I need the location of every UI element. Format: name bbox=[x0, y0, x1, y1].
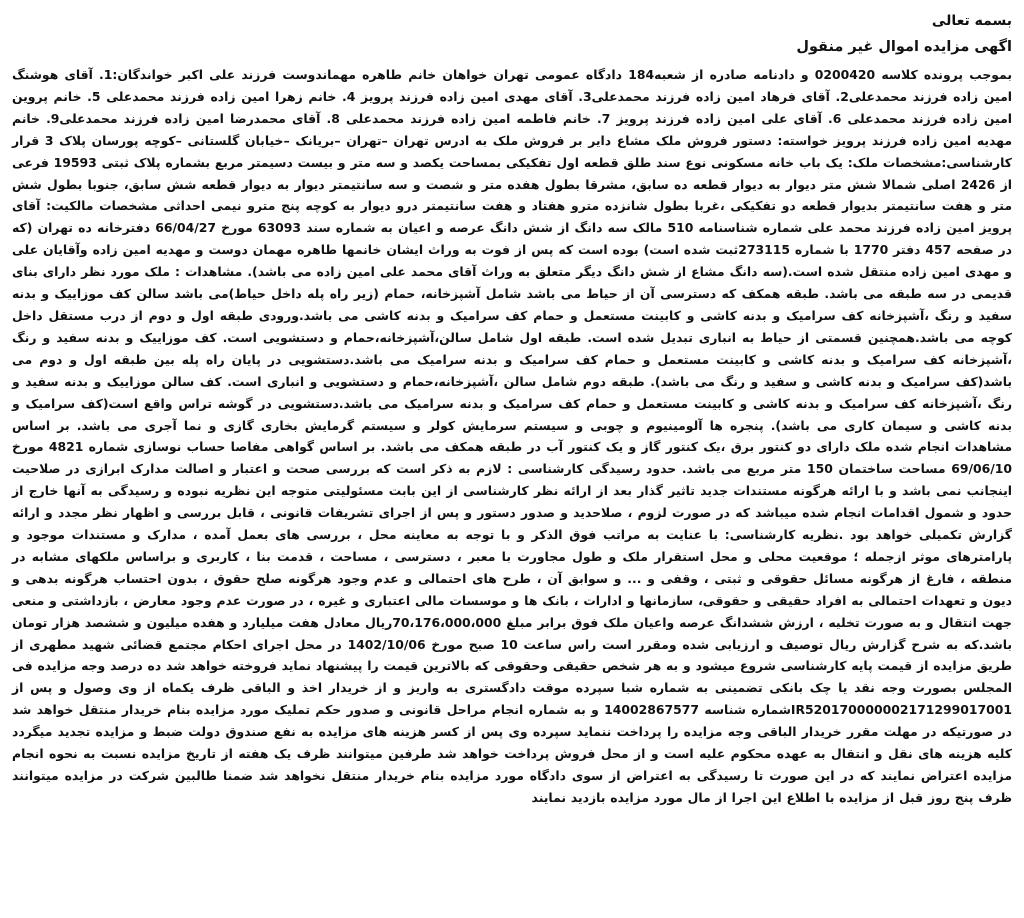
notice-body: بموجب پرونده کلاسه 0200420 و دادنامه صادره از شعبه184 دادگاه عمومی تهران خواهان خانم طاهره مهماندوست فرزند علی اکبر خواندگان:1. آقای هوشنگ امین زاده فرزند محمدعلی2. آقای فرهاد امین زاده فرزند محمدعلی3. آقای مهدی امین زاده فرزند پرویز 4. خانم زهرا امین زاده فرزند محمدعلی 5. خانم پروین امین زاده فرزند محمدعلی 6. آقای علی امین زاده فرزند پرویز 7. خانم فاطمه امین زاده فرزند محمدعلی 8. آقای محمدرضا امین زاده فرزند محمدعلی9. خانم مهدیه امین زاده فرزند پرویز خواسته: دستور فروش ملک مشاع دایر بر فروش ملک به ادرس تهران –تهران –بریانک –خیابان گلستانی –کوچه پورسان پلاک 3 قرار کارشناسی:مشخصات ملک: یک باب خانه مسکونی نوع سند طلق قطعه اول تفکیکی بمساحت یکصد و سه متر و بیست دسیمتر مربع بشماره پلاک ثبتی 19593 فرعی از 2426 اصلی شمالا شش متر دیوار به دیوار قطعه ده سابق، مشرقا بطول هفده متر و شصت و سه سانتیمتر دیوار به دیوار قطعه شش سابق، جنوبا بطول شش متر و هفت سانتیمتر بدیوار قطعه دو تفکیکی ،غربا بطول شانزده مترو هفتاد و هفت سانتیمتر درو دیوار به کوچه پنج مترو نیمی احداثی مشخصات مالکیت: آقای پرویز امین زاده فرزند محمد علی شماره شناسنامه 510 مالک سه دانگ از شش دانگ عرصه و اعیان به شماره سند 63093 مورخ 66/04/27 دفترخانه ده تهران (که در صفحه 457 دفتر 1770 با شماره 273115ثبت شده است) بوده است که پس از فوت به وراث ایشان خانمها طاهره مهمان دوست و مهدیه امین زاده وآقایان علی و مهدی امین زاده منتقل شده است.(سه دانگ مشاع از شش دانگ دیگر متعلق به وراث آقای محمد علی امین زاده می باشد). مشاهدات : ملک مورد نظر دارای بنای قدیمی در سه طبقه می باشد. طبقه همکف که دسترسی آن از حیاط می باشد شامل آشپزخانه، حمام (زیر راه پله داخل حیاط)می باشد سالن کف موزاییک و بدنه سفید و رنگ ،آشپزخانه کف سرامیک و بدنه کاشی و کابینت مستعمل و حمام کف سرامیک و بدنه کاشی می باشد.ورودی طبقه اول و دوم از درب مستقل داخل کوچه می باشد.همچنین قسمتی از حیاط به انباری تبدیل شده است. طبقه اول شامل سالن،آشپزخانه،حمام و دستشویی است. کف موزاییک و بدنه سفید و رنگ ،آشپزخانه کف سرامیک و بدنه کاشی و کابینت مستعمل و حمام کف سرامیک و بدنه سرامیک می باشد.دستشویی در پایان راه پله بین طبقه اول و دوم می باشد(کف سرامیک و بدنه کاشی و سفید و رنگ می باشد). طبقه دوم شامل سالن ،آشپزخانه،حمام و دستشویی و انباری است. کف سالن موزاییک و بدنه سفید و رنگ ،آشپزخانه کف سرامیک و بدنه کاشی و کابینت مستعمل و حمام کف سرامیک و بدنه سرامیک می باشد.دستشویی در گوشه تراس واقع است(کف سرامیک و بدنه کاشی و سیمان کاری می باشد). پنجره ها آلومینیوم و چوبی و سیستم سرمایش کولر و سیستم گرمایش بخاری گازی و نما آجری می باشد. بر اساس مشاهدات انجام شده ملک دارای دو کنتور برق ،یک کنتور گاز و یک کنتور آب در طبقه همکف می باشد. بر اساس گواهی مفاصا حساب نوسازی شماره 4821 مورخ 69/06/10 مساحت ساختمان 150 متر مربع می باشد. حدود رسیدگی کارشناسی : لازم به ذکر است که بررسی صحت و اعتبار و اصالت مدارک ابرازی در صلاحیت اینجانب نمی باشد و با ارائه هرگونه مستندات جدید تاثیر گذار بعد از ارائه نظر کارشناسی از این بابت مسئولیتی متوجه این نظریه نبوده و رسیدگی به آنها خارج از حدود و شمول اقدامات انجام شده میباشد که در صورت لزوم ، صلاحدید و صدور دستور و پس از اجرای تشریفات قانونی ، قابل بررسی و اظهار نظر مجدد و ارائه گزارش تکمیلی خواهد بود .نظریه کارشناسی: با عنایت به مراتب فوق الذکر و با توجه به معاینه محل ، بررسی های بعمل آمده ، مدارک و مستندات موجود و پارامترهای موثر ازجمله ؛ موقعیت محلی و محل استقرار ملک و طول مجاورت با معبر ، دسترسی ، مساحت ، قدمت بنا ، کاربری و براساس ملکهای مشابه در منطقه ، فارغ از هرگونه مسائل حقوقی و ثبتی ، وقفی و ... و سوابق آن ، طرح های احتمالی و عدم وجود هرگونه صلح حقوق ، بدون احتساب هرگونه بدهی و دیون و تعهدات احتمالی به افراد حقیقی و حقوقی، سازمانها و ادارات ، بانک ها و موسسات مالی اعتباری و غیره ، در صورت عدم وجود معارض ، بازداشتی و منعی جهت انتقال و به صورت تخلیه ، ارزش ششدانگ عرصه واعیان ملک فوق برابر مبلغ 70،176،000،000ریال معادل هفت میلیارد و هفده میلیون و ششصد هزار تومان باشد.که به شرح گزارش ریال توصیف و ارزیابی شده ومقرر است راس ساعت 10 صبح مورخ 1402/10/06 در محل اجرای احکام مجتمع قضائی شهید مطهری از طریق مزایده از قیمت پایه کارشناسی شروع میشود و به هر شخص حقیقی وحقوقی که بالاترین قیمت را پیشنهاد نماید فروخته خواهد شد ده درصد وجه مزایده فی المجلس بصورت وجه نقد یا چک بانکی تضمینی به شماره شبا سپرده موقت دادگستری به واریز و از خریدار اخذ و الباقی ظرف یکماه از وی وصول و پس از IR520170000002171299017001شماره شناسه 14002867577 و به شماره انجام مراحل قانونی و صدور حکم تملیک مورد مزایده بنام خریدار منتقل خواهد شد در صورتیکه در مهلت مقرر خریدار الباقی وجه مزایده را پرداخت ننماید سپرده وی پس از کسر هزینه های مزایده به نفع صندوق دولت ضبط و مزایده تجدید میگردد کلیه هزینه های نقل و انتقال به عهده محکوم علیه است و از محل فروش پرداخت خواهد شد طرفین میتوانند ظرف یک هفته از تاریخ مزایده نسبت به نحوه انجام مزایده اعتراض نمایند که در این صورت تا رسیدگی به اعتراض از سوی دادگاه مورد مزایده بنام خریدار منتقل نخواهد شد ضمنا طالبین شرکت در مزایده میتوانند ظرف پنج روز قبل از مزایده با اطلاع این اجرا از مال مورد مزایده بازدید نمایند bbox=[12, 67, 1013, 805]
notice-header bbox=[12, 8, 1012, 60]
notice-title: اگهی مزایده اموال غیر منقول bbox=[796, 39, 1012, 55]
opening-line: بسمه تعالی bbox=[931, 13, 1012, 29]
